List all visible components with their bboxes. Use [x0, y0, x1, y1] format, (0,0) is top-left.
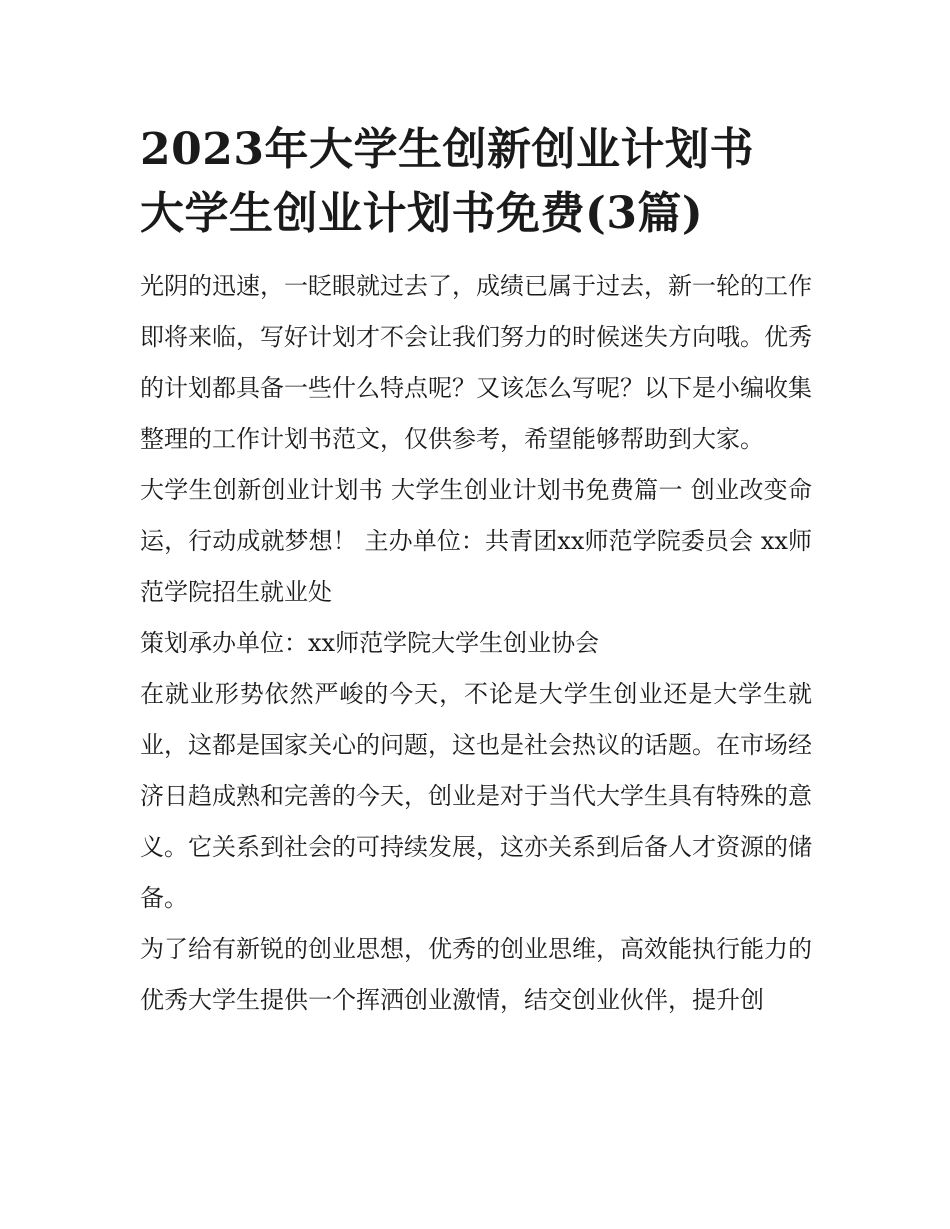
title-line-1: 2023年大学生创新创业计划书 — [140, 124, 754, 175]
paragraph-part-one-heading: 大学生创新创业计划书 大学生创业计划书免费篇一 创业改变命运，行动成就梦想！ 主办单位：共青团xx师范学院委员会 xx师范学院招生就业处 — [140, 476, 812, 606]
paragraph-intro: 光阴的迅速，一眨眼就过去了，成绩已属于过去，新一轮的工作即将来临，写好计划才不会让我们努力的时候迷失方向哦。优秀的计划都具备一些什么特点呢？又该怎么写呢？以下是小编收集整理的工作计划书范文，仅供参考，希望能够帮助到大家。 — [140, 272, 812, 453]
paragraph-background: 在就业形势依然严峻的今天，不论是大学生创业还是大学生就业，这都是国家关心的问题，这也是社会热议的话题。在市场经济日趋成熟和完善的今天，创业是对于当代大学生具有特殊的意义。它关系到社会的可持续发展，这亦关系到后备人才资源的储备。 — [140, 680, 812, 912]
document-title — [140, 118, 812, 246]
paragraph-purpose: 为了给有新锐的创业思想，优秀的创业思维，高效能执行能力的优秀大学生提供一个挥洒创业激情，结交创业伙伴，提升创 — [140, 935, 812, 1014]
title-line-2: 大学生创业计划书免费(3篇) — [140, 188, 704, 239]
document-page — [140, 118, 812, 1026]
paragraph-organizer: 策划承办单位：xx师范学院大学生创业协会 — [140, 629, 600, 657]
document-body — [140, 261, 812, 1026]
